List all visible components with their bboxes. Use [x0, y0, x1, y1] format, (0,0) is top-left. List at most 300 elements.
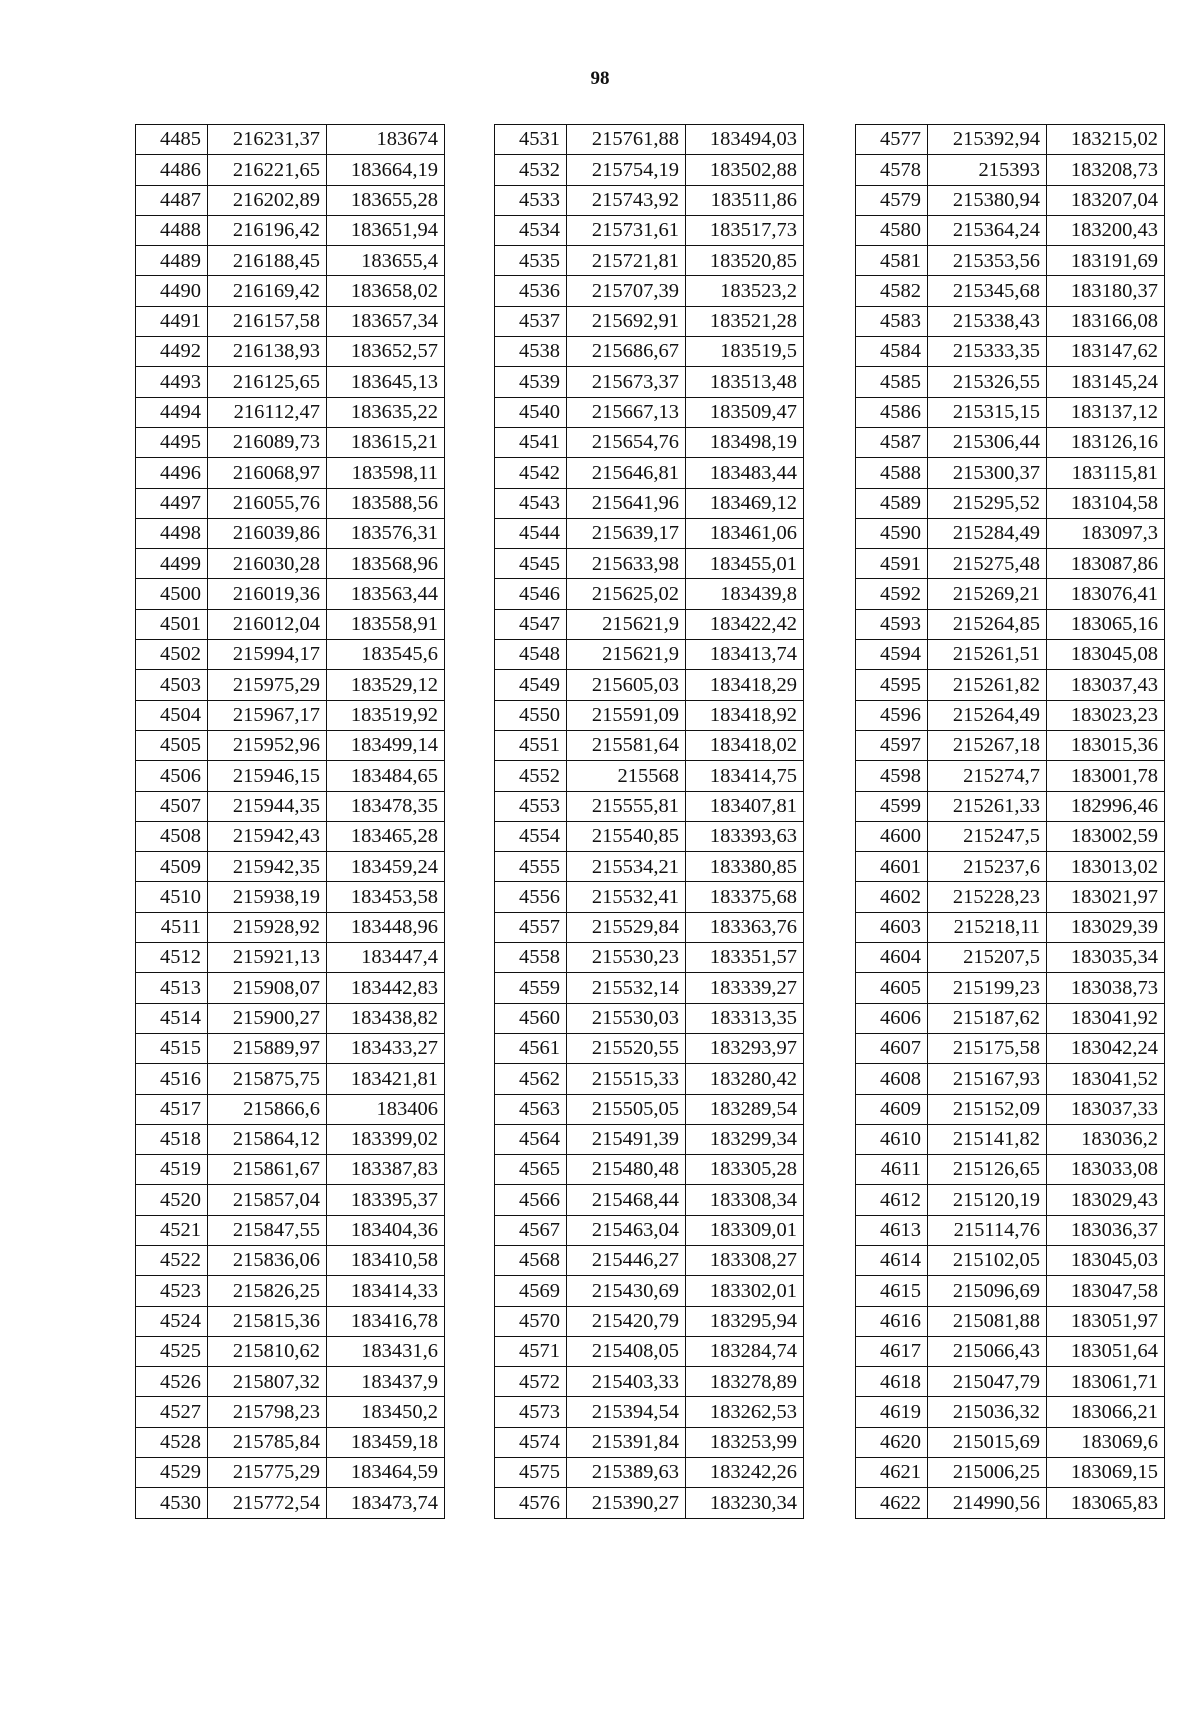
y-coordinate-cell: 183302,01	[686, 1276, 804, 1306]
y-coordinate-cell: 183461,06	[686, 518, 804, 548]
x-coordinate-cell: 215667,13	[567, 397, 686, 427]
point-number-cell: 4543	[495, 488, 567, 518]
table-row	[856, 1306, 1165, 1336]
table-row	[856, 1124, 1165, 1154]
x-coordinate-cell: 215532,14	[567, 973, 686, 1003]
table-row	[495, 1276, 804, 1306]
table-row	[856, 1215, 1165, 1245]
point-number-cell: 4552	[495, 761, 567, 791]
table-row	[856, 185, 1165, 215]
y-coordinate-cell: 183299,34	[686, 1124, 804, 1154]
x-coordinate-cell: 215275,48	[928, 549, 1047, 579]
x-coordinate-cell: 215081,88	[928, 1306, 1047, 1336]
table-row	[495, 579, 804, 609]
point-number-cell: 4503	[136, 670, 208, 700]
y-coordinate-cell: 183416,78	[327, 1306, 445, 1336]
table-row	[495, 397, 804, 427]
x-coordinate-cell: 215389,63	[567, 1458, 686, 1488]
y-coordinate-cell: 183001,78	[1047, 761, 1165, 791]
x-coordinate-cell: 215532,41	[567, 882, 686, 912]
point-number-cell: 4574	[495, 1427, 567, 1457]
point-number-cell: 4593	[856, 609, 928, 639]
y-coordinate-cell: 183076,41	[1047, 579, 1165, 609]
y-coordinate-cell: 183069,6	[1047, 1427, 1165, 1457]
x-coordinate-cell: 215274,7	[928, 761, 1047, 791]
x-coordinate-cell: 216221,65	[208, 155, 327, 185]
y-coordinate-cell: 183652,57	[327, 337, 445, 367]
table-row	[856, 640, 1165, 670]
table-row	[856, 700, 1165, 730]
point-number-cell: 4599	[856, 791, 928, 821]
point-number-cell: 4621	[856, 1458, 928, 1488]
point-number-cell: 4502	[136, 640, 208, 670]
table-row	[856, 155, 1165, 185]
point-number-cell: 4510	[136, 882, 208, 912]
table-row	[495, 427, 804, 457]
point-number-cell: 4549	[495, 670, 567, 700]
table-row	[136, 1124, 445, 1154]
y-coordinate-cell: 182996,46	[1047, 791, 1165, 821]
x-coordinate-cell: 214990,56	[928, 1488, 1047, 1518]
y-coordinate-cell: 183651,94	[327, 215, 445, 245]
table-row	[856, 609, 1165, 639]
point-number-cell: 4550	[495, 700, 567, 730]
table-row	[495, 518, 804, 548]
x-coordinate-cell: 216089,73	[208, 427, 327, 457]
y-coordinate-cell: 183208,73	[1047, 155, 1165, 185]
table-row	[136, 427, 445, 457]
coordinates-table-1	[135, 124, 445, 1519]
table-row	[495, 1003, 804, 1033]
y-coordinate-cell: 183280,42	[686, 1064, 804, 1094]
y-coordinate-cell: 183047,58	[1047, 1276, 1165, 1306]
y-coordinate-cell: 183013,02	[1047, 852, 1165, 882]
table-row	[495, 215, 804, 245]
y-coordinate-cell: 183483,44	[686, 458, 804, 488]
y-coordinate-cell: 183598,11	[327, 458, 445, 488]
y-coordinate-cell: 183519,92	[327, 700, 445, 730]
x-coordinate-cell: 215540,85	[567, 821, 686, 851]
x-coordinate-cell: 215826,25	[208, 1276, 327, 1306]
point-number-cell: 4537	[495, 306, 567, 336]
x-coordinate-cell: 215199,23	[928, 973, 1047, 1003]
table-row	[136, 1336, 445, 1366]
x-coordinate-cell: 215175,58	[928, 1033, 1047, 1063]
x-coordinate-cell: 215731,61	[567, 215, 686, 245]
table-row	[495, 1155, 804, 1185]
table-row	[136, 1367, 445, 1397]
y-coordinate-cell: 183393,63	[686, 821, 804, 851]
table-row	[136, 276, 445, 306]
y-coordinate-cell: 183478,35	[327, 791, 445, 821]
point-number-cell: 4492	[136, 337, 208, 367]
y-coordinate-cell: 183015,36	[1047, 730, 1165, 760]
point-number-cell: 4509	[136, 852, 208, 882]
point-number-cell: 4486	[136, 155, 208, 185]
y-coordinate-cell: 183038,73	[1047, 973, 1165, 1003]
table-row	[136, 125, 445, 155]
y-coordinate-cell: 183029,43	[1047, 1185, 1165, 1215]
point-number-cell: 4568	[495, 1245, 567, 1275]
x-coordinate-cell: 215866,6	[208, 1094, 327, 1124]
table-row	[495, 640, 804, 670]
x-coordinate-cell: 215353,56	[928, 246, 1047, 276]
table-row	[136, 1064, 445, 1094]
table-row	[856, 125, 1165, 155]
y-coordinate-cell: 183037,33	[1047, 1094, 1165, 1124]
point-number-cell: 4548	[495, 640, 567, 670]
y-coordinate-cell: 183459,18	[327, 1427, 445, 1457]
x-coordinate-cell: 215295,52	[928, 488, 1047, 518]
point-number-cell: 4544	[495, 518, 567, 548]
table-row	[856, 1458, 1165, 1488]
point-number-cell: 4521	[136, 1215, 208, 1245]
table-row	[856, 1185, 1165, 1215]
point-number-cell: 4583	[856, 306, 928, 336]
y-coordinate-cell: 183041,52	[1047, 1064, 1165, 1094]
table-row	[136, 488, 445, 518]
point-number-cell: 4607	[856, 1033, 928, 1063]
point-number-cell: 4576	[495, 1488, 567, 1518]
point-number-cell: 4504	[136, 700, 208, 730]
point-number-cell: 4553	[495, 791, 567, 821]
table-row	[495, 1427, 804, 1457]
y-coordinate-cell: 183520,85	[686, 246, 804, 276]
x-coordinate-cell: 215928,92	[208, 912, 327, 942]
point-number-cell: 4494	[136, 397, 208, 427]
y-coordinate-cell: 183035,34	[1047, 943, 1165, 973]
point-number-cell: 4489	[136, 246, 208, 276]
y-coordinate-cell: 183615,21	[327, 427, 445, 457]
y-coordinate-cell: 183215,02	[1047, 125, 1165, 155]
table-row	[136, 1276, 445, 1306]
x-coordinate-cell: 215114,76	[928, 1215, 1047, 1245]
point-number-cell: 4613	[856, 1215, 928, 1245]
x-coordinate-cell: 215364,24	[928, 215, 1047, 245]
point-number-cell: 4555	[495, 852, 567, 882]
point-number-cell: 4538	[495, 337, 567, 367]
x-coordinate-cell: 216055,76	[208, 488, 327, 518]
table-row	[495, 1397, 804, 1427]
y-coordinate-cell: 183418,92	[686, 700, 804, 730]
point-number-cell: 4590	[856, 518, 928, 548]
y-coordinate-cell: 183509,47	[686, 397, 804, 427]
x-coordinate-cell: 215403,33	[567, 1367, 686, 1397]
point-number-cell: 4514	[136, 1003, 208, 1033]
table-row	[136, 579, 445, 609]
point-number-cell: 4496	[136, 458, 208, 488]
x-coordinate-cell: 215721,81	[567, 246, 686, 276]
x-coordinate-cell: 215187,62	[928, 1003, 1047, 1033]
x-coordinate-cell: 215807,32	[208, 1367, 327, 1397]
y-coordinate-cell: 183308,27	[686, 1245, 804, 1275]
y-coordinate-cell: 183041,92	[1047, 1003, 1165, 1033]
x-coordinate-cell: 215639,17	[567, 518, 686, 548]
y-coordinate-cell: 183023,23	[1047, 700, 1165, 730]
x-coordinate-cell: 215306,44	[928, 427, 1047, 457]
point-number-cell: 4596	[856, 700, 928, 730]
table-row	[856, 246, 1165, 276]
x-coordinate-cell: 215006,25	[928, 1458, 1047, 1488]
point-number-cell: 4563	[495, 1094, 567, 1124]
x-coordinate-cell: 215836,06	[208, 1245, 327, 1275]
y-coordinate-cell: 183664,19	[327, 155, 445, 185]
y-coordinate-cell: 183521,28	[686, 306, 804, 336]
x-coordinate-cell: 215390,27	[567, 1488, 686, 1518]
point-number-cell: 4526	[136, 1367, 208, 1397]
table-row	[136, 185, 445, 215]
y-coordinate-cell: 183309,01	[686, 1215, 804, 1245]
table-row	[495, 549, 804, 579]
table-row	[495, 791, 804, 821]
point-number-cell: 4536	[495, 276, 567, 306]
x-coordinate-cell: 215269,21	[928, 579, 1047, 609]
x-coordinate-cell: 215391,84	[567, 1427, 686, 1457]
x-coordinate-cell: 215338,43	[928, 306, 1047, 336]
point-number-cell: 4518	[136, 1124, 208, 1154]
y-coordinate-cell: 183230,34	[686, 1488, 804, 1518]
point-number-cell: 4513	[136, 973, 208, 1003]
x-coordinate-cell: 215468,44	[567, 1185, 686, 1215]
point-number-cell: 4617	[856, 1336, 928, 1366]
y-coordinate-cell: 183242,26	[686, 1458, 804, 1488]
y-coordinate-cell: 183645,13	[327, 367, 445, 397]
table-row	[136, 1245, 445, 1275]
y-coordinate-cell: 183499,14	[327, 730, 445, 760]
point-number-cell: 4491	[136, 306, 208, 336]
point-number-cell: 4495	[136, 427, 208, 457]
table-row	[495, 943, 804, 973]
table-row	[856, 973, 1165, 1003]
table-row	[856, 458, 1165, 488]
x-coordinate-cell: 215326,55	[928, 367, 1047, 397]
table-row	[495, 973, 804, 1003]
x-coordinate-cell: 215237,6	[928, 852, 1047, 882]
x-coordinate-cell: 215102,05	[928, 1245, 1047, 1275]
point-number-cell: 4581	[856, 246, 928, 276]
y-coordinate-cell: 183147,62	[1047, 337, 1165, 367]
table-row	[856, 488, 1165, 518]
x-coordinate-cell: 215646,81	[567, 458, 686, 488]
y-coordinate-cell: 183097,3	[1047, 518, 1165, 548]
point-number-cell: 4499	[136, 549, 208, 579]
x-coordinate-cell: 215228,23	[928, 882, 1047, 912]
table-row	[856, 306, 1165, 336]
table-row	[136, 1094, 445, 1124]
x-coordinate-cell: 216030,28	[208, 549, 327, 579]
x-coordinate-cell: 215047,79	[928, 1367, 1047, 1397]
table-row	[495, 1306, 804, 1336]
x-coordinate-cell: 215284,49	[928, 518, 1047, 548]
table-row	[495, 1094, 804, 1124]
point-number-cell: 4498	[136, 518, 208, 548]
table-row	[856, 276, 1165, 306]
y-coordinate-cell: 183406	[327, 1094, 445, 1124]
x-coordinate-cell: 215864,12	[208, 1124, 327, 1154]
x-coordinate-cell: 215015,69	[928, 1427, 1047, 1457]
point-number-cell: 4540	[495, 397, 567, 427]
point-number-cell: 4556	[495, 882, 567, 912]
y-coordinate-cell: 183375,68	[686, 882, 804, 912]
point-number-cell: 4551	[495, 730, 567, 760]
y-coordinate-cell: 183180,37	[1047, 276, 1165, 306]
table-row	[136, 1458, 445, 1488]
x-coordinate-cell: 215534,21	[567, 852, 686, 882]
table-row	[856, 1276, 1165, 1306]
point-number-cell: 4597	[856, 730, 928, 760]
point-number-cell: 4533	[495, 185, 567, 215]
y-coordinate-cell: 183021,97	[1047, 882, 1165, 912]
point-number-cell: 4584	[856, 337, 928, 367]
point-number-cell: 4619	[856, 1397, 928, 1427]
x-coordinate-cell: 215152,09	[928, 1094, 1047, 1124]
point-number-cell: 4577	[856, 125, 928, 155]
table-row	[495, 367, 804, 397]
x-coordinate-cell: 215167,93	[928, 1064, 1047, 1094]
x-coordinate-cell: 215847,55	[208, 1215, 327, 1245]
y-coordinate-cell: 183453,58	[327, 882, 445, 912]
y-coordinate-cell: 183459,24	[327, 852, 445, 882]
y-coordinate-cell: 183051,64	[1047, 1336, 1165, 1366]
table-row	[136, 730, 445, 760]
point-number-cell: 4611	[856, 1155, 928, 1185]
table-row	[495, 246, 804, 276]
y-coordinate-cell: 183069,15	[1047, 1458, 1165, 1488]
table-row	[495, 852, 804, 882]
y-coordinate-cell: 183517,73	[686, 215, 804, 245]
y-coordinate-cell: 183045,03	[1047, 1245, 1165, 1275]
point-number-cell: 4571	[495, 1336, 567, 1366]
x-coordinate-cell: 215267,18	[928, 730, 1047, 760]
table-row	[856, 1155, 1165, 1185]
x-coordinate-cell: 216188,45	[208, 246, 327, 276]
x-coordinate-cell: 215380,94	[928, 185, 1047, 215]
x-coordinate-cell: 215408,05	[567, 1336, 686, 1366]
point-number-cell: 4562	[495, 1064, 567, 1094]
y-coordinate-cell: 183439,8	[686, 579, 804, 609]
y-coordinate-cell: 183363,76	[686, 912, 804, 942]
x-coordinate-cell: 215261,33	[928, 791, 1047, 821]
table-row	[856, 1427, 1165, 1457]
x-coordinate-cell: 215743,92	[567, 185, 686, 215]
table-row	[856, 1488, 1165, 1518]
point-number-cell: 4616	[856, 1306, 928, 1336]
table-row	[495, 1367, 804, 1397]
table-row	[495, 730, 804, 760]
point-number-cell: 4609	[856, 1094, 928, 1124]
point-number-cell: 4594	[856, 640, 928, 670]
x-coordinate-cell: 215994,17	[208, 640, 327, 670]
x-coordinate-cell: 215815,36	[208, 1306, 327, 1336]
point-number-cell: 4612	[856, 1185, 928, 1215]
y-coordinate-cell: 183568,96	[327, 549, 445, 579]
x-coordinate-cell: 215463,04	[567, 1215, 686, 1245]
x-coordinate-cell: 215810,62	[208, 1336, 327, 1366]
page-number: 98	[590, 68, 610, 89]
x-coordinate-cell: 215066,43	[928, 1336, 1047, 1366]
x-coordinate-cell: 215775,29	[208, 1458, 327, 1488]
table-row	[495, 1488, 804, 1518]
y-coordinate-cell: 183438,82	[327, 1003, 445, 1033]
x-coordinate-cell: 215247,5	[928, 821, 1047, 851]
point-number-cell: 4615	[856, 1276, 928, 1306]
table-row	[495, 458, 804, 488]
table-row	[856, 912, 1165, 942]
point-number-cell: 4507	[136, 791, 208, 821]
x-coordinate-cell: 215141,82	[928, 1124, 1047, 1154]
x-coordinate-cell: 215908,07	[208, 973, 327, 1003]
table-row	[136, 791, 445, 821]
x-coordinate-cell: 215707,39	[567, 276, 686, 306]
y-coordinate-cell: 183442,83	[327, 973, 445, 1003]
table-row	[136, 1427, 445, 1457]
x-coordinate-cell: 216231,37	[208, 125, 327, 155]
point-number-cell: 4542	[495, 458, 567, 488]
x-coordinate-cell: 216202,89	[208, 185, 327, 215]
table-row	[856, 943, 1165, 973]
x-coordinate-cell: 215120,19	[928, 1185, 1047, 1215]
y-coordinate-cell: 183351,57	[686, 943, 804, 973]
y-coordinate-cell: 183002,59	[1047, 821, 1165, 851]
y-coordinate-cell: 183395,37	[327, 1185, 445, 1215]
y-coordinate-cell: 183494,03	[686, 125, 804, 155]
x-coordinate-cell: 215875,75	[208, 1064, 327, 1094]
x-coordinate-cell: 216196,42	[208, 215, 327, 245]
x-coordinate-cell: 215126,65	[928, 1155, 1047, 1185]
y-coordinate-cell: 183465,28	[327, 821, 445, 851]
table-row	[136, 609, 445, 639]
x-coordinate-cell: 215952,96	[208, 730, 327, 760]
y-coordinate-cell: 183313,35	[686, 1003, 804, 1033]
table-row	[856, 852, 1165, 882]
y-coordinate-cell: 183658,02	[327, 276, 445, 306]
point-number-cell: 4595	[856, 670, 928, 700]
table-row	[136, 1185, 445, 1215]
y-coordinate-cell: 183404,36	[327, 1215, 445, 1245]
point-number-cell: 4490	[136, 276, 208, 306]
table-row	[856, 1094, 1165, 1124]
point-number-cell: 4566	[495, 1185, 567, 1215]
y-coordinate-cell: 183422,42	[686, 609, 804, 639]
point-number-cell: 4545	[495, 549, 567, 579]
y-coordinate-cell: 183339,27	[686, 973, 804, 1003]
table-row	[495, 276, 804, 306]
point-number-cell: 4608	[856, 1064, 928, 1094]
table-row	[856, 518, 1165, 548]
point-number-cell: 4529	[136, 1458, 208, 1488]
point-number-cell: 4500	[136, 579, 208, 609]
table-row	[136, 1155, 445, 1185]
y-coordinate-cell: 183576,31	[327, 518, 445, 548]
table-row	[856, 670, 1165, 700]
y-coordinate-cell: 183042,24	[1047, 1033, 1165, 1063]
table-row	[495, 1124, 804, 1154]
point-number-cell: 4572	[495, 1367, 567, 1397]
point-number-cell: 4575	[495, 1458, 567, 1488]
point-number-cell: 4602	[856, 882, 928, 912]
table-row	[856, 1003, 1165, 1033]
point-number-cell: 4564	[495, 1124, 567, 1154]
x-coordinate-cell: 215641,96	[567, 488, 686, 518]
table-row	[495, 1245, 804, 1275]
table-row	[136, 882, 445, 912]
table-row	[856, 1245, 1165, 1275]
table-row	[495, 1215, 804, 1245]
y-coordinate-cell: 183635,22	[327, 397, 445, 427]
table-row	[495, 882, 804, 912]
point-number-cell: 4614	[856, 1245, 928, 1275]
point-number-cell: 4557	[495, 912, 567, 942]
